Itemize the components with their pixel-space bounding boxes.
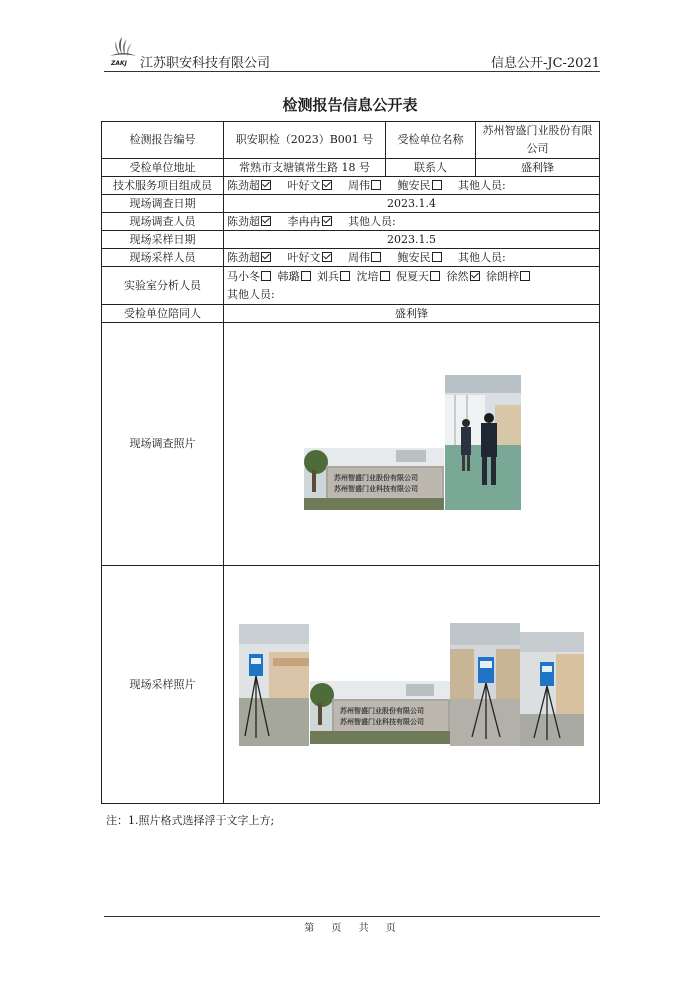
sample-member: 周伟 [348,251,384,264]
lab-member: 刘兵 [317,270,353,283]
checkbox-icon[interactable] [430,271,440,281]
sample-date-value: 2023.1.5 [224,231,600,249]
document-code: 信息公开-JC-2021 [490,56,600,71]
lab-member: 韩璐 [278,270,314,283]
lab-member: 马小冬 [227,270,274,283]
page-title: 检测报告信息公开表 [282,96,418,114]
checkbox-icon[interactable] [322,252,332,262]
sampler-photo [239,624,309,746]
sample-date-label: 现场采样日期 [102,231,224,249]
sign-wall-photo-2 [310,681,450,744]
lab-member: 沈培 [357,270,393,283]
footer-rule [104,916,600,917]
checkbox-icon[interactable] [380,271,390,281]
checkbox-icon[interactable] [520,271,530,281]
team-member: 陈劲超 [227,179,274,192]
survey-photo-cell [224,323,600,566]
company-name: 江苏职安科技有限公司 [140,56,271,71]
lab-label: 实验室分析人员 [102,267,224,305]
survey-staff-label: 现场调查人员 [102,213,224,231]
lab-member: 徐朗梓 [486,270,533,283]
team-other: 其他人员: [458,178,506,192]
sign-text: 苏州智盛门业科技有限公司 [340,718,424,726]
checkbox-icon[interactable] [371,180,381,190]
sign-wall-photo [304,448,444,510]
survey-member: 陈劲超 [227,215,274,228]
checkbox-icon[interactable] [301,271,311,281]
report-no-value: 职安职检（2023）B001 号 [224,122,386,159]
escort-label: 受检单位陪同人 [102,305,224,323]
sampler-photo-2 [450,623,520,746]
team-member: 周伟 [348,179,384,192]
unit-name-value: 苏州智盛门业股份有限公司 [476,122,600,159]
checkbox-icon[interactable] [261,216,271,226]
escort-value: 盛利锋 [224,305,600,323]
survey-other: 其他人员: [348,214,396,228]
survey-member: 李冉冉 [288,215,335,228]
sampler-photo-3 [520,632,584,746]
header-rule [104,71,600,72]
info-table [101,121,600,804]
sign-text: 苏州智盛门业股份有限公司 [340,707,424,715]
sample-photo-label: 现场采样照片 [102,566,224,804]
sign-text: 苏州智盛门业股份有限公司 [334,474,418,482]
lab-member: 徐然 [447,270,483,283]
page-footer: 第 页 共 页 [304,923,396,934]
unit-name-label: 受检单位名称 [386,122,476,159]
survey-photo-label: 现场调查照片 [102,323,224,566]
report-no-label: 检测报告编号 [102,122,224,159]
workshop-photo [445,375,521,510]
team-member: 鲍安民 [398,179,445,192]
team-members [224,177,600,195]
sample-member: 叶好文 [288,251,335,264]
checkbox-icon[interactable] [261,180,271,190]
sample-staff-label: 现场采样人员 [102,249,224,267]
sample-member: 陈劲超 [227,251,274,264]
lab-other: 其他人员: [227,287,275,301]
page-header [104,34,600,72]
sample-other: 其他人员: [458,250,506,264]
survey-date-label: 现场调查日期 [102,195,224,213]
contact-value: 盛利锋 [476,159,600,177]
sample-staff [224,249,600,267]
survey-date-value: 2023.1.4 [224,195,600,213]
footnote: 注：1.照片格式选择浮于文字上方; [106,814,275,827]
checkbox-icon[interactable] [322,180,332,190]
sample-photo-cell [224,566,600,804]
logo-text: ZAKJ [111,60,127,67]
address-value: 常熟市支塘镇常生路 18 号 [224,159,386,177]
checkbox-icon[interactable] [371,252,381,262]
survey-staff [224,213,600,231]
checkbox-icon[interactable] [261,252,271,262]
checkbox-icon[interactable] [340,271,350,281]
checkbox-icon[interactable] [432,252,442,262]
address-label: 受检单位地址 [102,159,224,177]
lab-member: 倪夏天 [396,270,443,283]
checkbox-icon[interactable] [322,216,332,226]
team-member: 叶好文 [288,179,335,192]
checkbox-icon[interactable] [470,271,480,281]
lab-staff [224,267,600,305]
sign-text: 苏州智盛门业科技有限公司 [334,485,418,493]
contact-label: 联系人 [386,159,476,177]
checkbox-icon[interactable] [261,271,271,281]
sample-member: 鲍安民 [398,251,445,264]
company-logo [106,34,138,68]
checkbox-icon[interactable] [432,180,442,190]
team-label: 技术服务项目组成员 [102,177,224,195]
